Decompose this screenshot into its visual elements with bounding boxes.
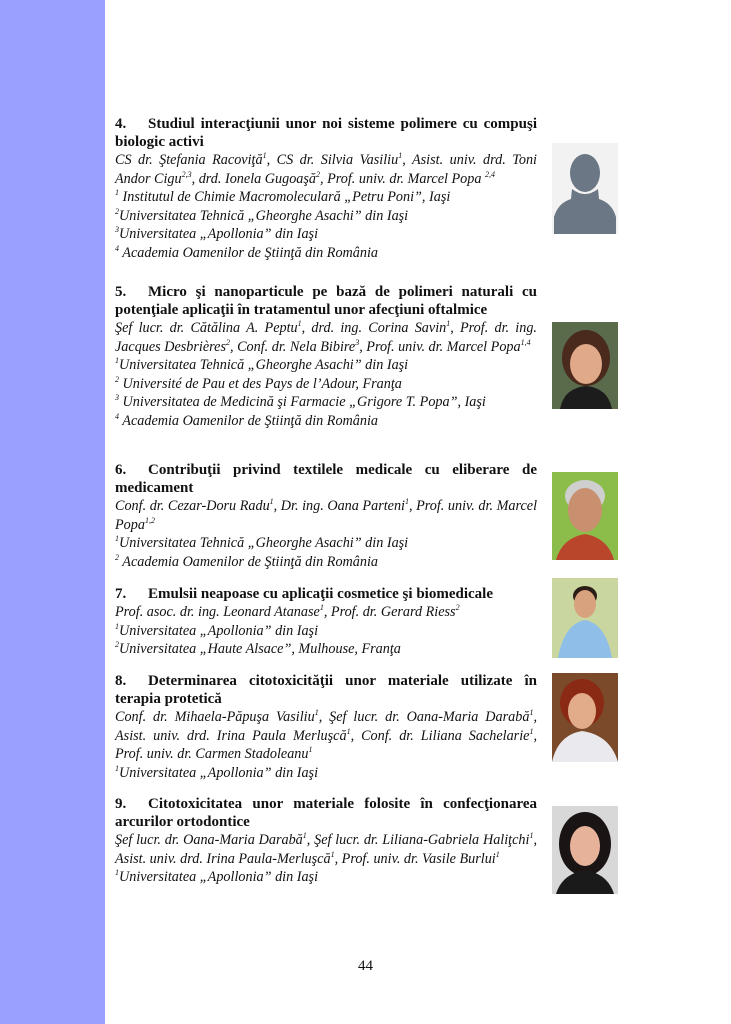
text-run: Universitatea Tehnică „Gheorghe Asachi” din Iaşi bbox=[119, 535, 409, 552]
superscript-ref: 1 bbox=[319, 603, 324, 612]
entry-authors bbox=[115, 708, 537, 764]
superscript-ref: 1 bbox=[115, 534, 119, 544]
text-run: Universitatea „Apollonia” din Iaşi bbox=[119, 869, 319, 886]
superscript-ref: 4 bbox=[115, 411, 119, 421]
author-photo bbox=[552, 806, 618, 894]
text-run: Universitatea „Apollonia” din Iaşi bbox=[119, 764, 319, 781]
superscript-ref: 1 bbox=[115, 356, 119, 366]
text-run: Conf. dr. Mihaela-Păpuşa Vasiliu bbox=[115, 709, 315, 725]
text-run: , Prof. dr. ing. Jacques Desbrières bbox=[115, 320, 537, 355]
entry-4 bbox=[115, 115, 537, 263]
entry-authors bbox=[115, 603, 537, 622]
affiliation bbox=[115, 534, 537, 553]
affiliation bbox=[115, 225, 537, 244]
superscript-ref: 3 bbox=[115, 225, 119, 235]
entry-authors bbox=[115, 831, 537, 868]
author-photo-placeholder bbox=[552, 143, 618, 234]
entry-title: 4. Studiul interacţiunii unor noi sisteme polimere cu compuşi biologic activi bbox=[115, 116, 537, 150]
superscript-ref: 2 bbox=[115, 640, 119, 650]
text-run: , Asist. univ. drd. Irina Paula Merluşcă bbox=[115, 709, 537, 744]
text-run: , Asist. univ. drd. Irina Paula-Merluşcă bbox=[115, 832, 537, 867]
text-run: , Prof. univ. dr. Vasile Burlui bbox=[334, 850, 496, 867]
text-run: , Şef lucr. dr. Liliana-Gabriela Haliţchi bbox=[306, 832, 530, 848]
superscript-ref: 1 bbox=[346, 726, 351, 736]
entry-title: 8. Determinarea citotoxicităţii unor materiale utilizate în terapia protetică bbox=[115, 673, 537, 707]
superscript-ref: 2 bbox=[115, 206, 119, 216]
author-photo bbox=[552, 472, 618, 560]
text-run: , Prof. dr. Gerard Riess bbox=[323, 604, 456, 620]
text-run: , Conf. dr. Liliana Sachelarie bbox=[350, 727, 530, 744]
superscript-ref: 1 bbox=[529, 831, 534, 840]
text-run: , Prof. univ. dr. Marcel Popa bbox=[115, 498, 538, 533]
text-run: Université de Pau et des Pays de l’Adour, Franţa bbox=[119, 375, 402, 392]
superscript-ref: 1 bbox=[262, 151, 267, 160]
superscript-ref: 1 bbox=[529, 708, 534, 717]
face bbox=[568, 488, 602, 532]
superscript-ref: 1 bbox=[115, 621, 119, 631]
text-run: , drd. ing. Corina Savin bbox=[301, 320, 447, 336]
text-run: Institutul de Chimie Macromoleculară „Petru Poni”, Iaşi bbox=[119, 189, 451, 206]
affiliation bbox=[115, 188, 537, 207]
affiliation bbox=[115, 356, 537, 375]
affiliation bbox=[115, 622, 537, 641]
superscript-ref: 1 bbox=[330, 849, 335, 859]
text-run: Şef lucr. dr. Oana-Maria Darabă bbox=[115, 832, 303, 848]
superscript-ref: 1 bbox=[314, 708, 319, 717]
superscript-ref: 2,3 bbox=[181, 169, 192, 179]
affiliation bbox=[115, 375, 537, 394]
affiliation bbox=[115, 640, 537, 659]
superscript-ref: 1 bbox=[115, 868, 119, 878]
superscript-ref: 2 bbox=[225, 337, 230, 347]
superscript-ref: 2,4 bbox=[484, 169, 495, 179]
text-run: , Asist. univ. drd. Toni Andor Cigu bbox=[115, 152, 537, 187]
superscript-ref: 2 bbox=[115, 552, 119, 562]
superscript-ref: 1 bbox=[529, 726, 534, 736]
superscript-ref: 2 bbox=[455, 603, 460, 612]
affiliation bbox=[115, 553, 537, 572]
superscript-ref: 1 bbox=[297, 319, 302, 328]
entry-title: 6. Contribuţii privind textilele medicale cu eliberare de medicament bbox=[115, 462, 537, 496]
left-sidebar-band bbox=[0, 0, 105, 1024]
superscript-ref: 1 bbox=[269, 497, 274, 506]
text-run: , Conf. dr. Nela Bibire bbox=[229, 338, 356, 355]
entry-authors bbox=[115, 497, 537, 534]
superscript-ref: 1 bbox=[446, 319, 451, 328]
author-photo bbox=[552, 673, 618, 762]
superscript-ref: 1,2 bbox=[144, 515, 155, 525]
superscript-ref: 1,4 bbox=[520, 337, 531, 347]
entry-9 bbox=[115, 795, 537, 887]
entry-authors bbox=[115, 319, 537, 356]
superscript-ref: 2 bbox=[115, 374, 119, 384]
text-run: Academia Oamenilor de Ştiinţă din România bbox=[119, 244, 379, 261]
superscript-ref: 3 bbox=[355, 337, 360, 347]
author-photo bbox=[552, 578, 618, 658]
superscript-ref: 1 bbox=[308, 745, 313, 755]
text-run: Universitatea „Apollonia” din Iaşi bbox=[119, 226, 319, 243]
text-run: , Prof. univ. dr. Carmen Stadoleanu bbox=[115, 727, 537, 763]
text-run: Universitatea Tehnică „Gheorghe Asachi” din Iaşi bbox=[119, 207, 409, 224]
entry-authors bbox=[115, 151, 537, 188]
text-run: , drd. Ionela Gugoaşă bbox=[191, 170, 317, 187]
entry-6 bbox=[115, 461, 537, 571]
text-run: , Prof. univ. dr. Marcel Popa bbox=[359, 338, 521, 355]
face bbox=[574, 590, 596, 618]
superscript-ref: 1 bbox=[495, 849, 500, 859]
superscript-ref: 4 bbox=[115, 243, 119, 253]
text-run: Academia Oamenilor de Ştiinţă din România bbox=[119, 412, 379, 429]
text-run: Conf. dr. Cezar-Doru Radu bbox=[115, 498, 270, 514]
face bbox=[570, 826, 600, 866]
face bbox=[570, 344, 602, 384]
entry-title: 7. Emulsii neapoase cu aplicaţii cosmetice şi biomedicale bbox=[115, 586, 493, 602]
text-run: Universitatea „Apollonia” din Iaşi bbox=[119, 622, 319, 639]
entry-8 bbox=[115, 672, 537, 782]
text-run: Academia Oamenilor de Ştiinţă din România bbox=[119, 553, 379, 570]
affiliation bbox=[115, 868, 537, 887]
text-run: , Prof. univ. dr. Marcel Popa bbox=[320, 170, 485, 187]
text-run: , Dr. ing. Oana Parteni bbox=[273, 498, 405, 514]
entry-5 bbox=[115, 283, 537, 431]
superscript-ref: 1 bbox=[115, 188, 119, 198]
text-run: CS dr. Ştefania Racoviţă bbox=[115, 152, 263, 168]
text-run: Universitatea Tehnică „Gheorghe Asachi” din Iaşi bbox=[119, 357, 409, 374]
superscript-ref: 1 bbox=[405, 497, 409, 506]
affiliation bbox=[115, 764, 537, 783]
entry-title: 9. Citotoxicitatea unor materiale folosite în confecţionarea arcurilor ortodontice bbox=[115, 796, 537, 830]
text-run: Prof. asoc. dr. ing. Leonard Atanase bbox=[115, 604, 320, 620]
entry-7 bbox=[115, 585, 537, 659]
entry-title: 5. Micro şi nanoparticule pe bază de polimeri naturali cu potenţiale aplicaţii în tratamentul unor afecţiuni oftalmice bbox=[115, 284, 537, 318]
text-run: Şef lucr. dr. Cătălina A. Peptu bbox=[115, 320, 298, 336]
text-run: , CS dr. Silvia Vasiliu bbox=[266, 152, 399, 168]
face bbox=[568, 693, 596, 729]
text-run: Universitatea „Haute Alsace”, Mulhouse, Franţa bbox=[119, 641, 401, 658]
text-run: Universitatea de Medicină şi Farmacie „Grigore T. Popa”, Iaşi bbox=[119, 394, 486, 411]
page-number: 44 bbox=[358, 958, 373, 974]
affiliation bbox=[115, 244, 537, 263]
superscript-ref: 1 bbox=[115, 763, 119, 773]
text-run: , Şef lucr. dr. Oana-Maria Darabă bbox=[318, 709, 530, 725]
affiliation bbox=[115, 412, 537, 431]
author-photo bbox=[552, 322, 618, 409]
affiliation bbox=[115, 207, 537, 226]
superscript-ref: 3 bbox=[115, 393, 119, 403]
superscript-ref: 1 bbox=[302, 831, 307, 840]
superscript-ref: 2 bbox=[316, 169, 321, 179]
affiliation bbox=[115, 393, 537, 412]
silhouette-head bbox=[570, 154, 600, 192]
superscript-ref: 1 bbox=[398, 151, 403, 160]
